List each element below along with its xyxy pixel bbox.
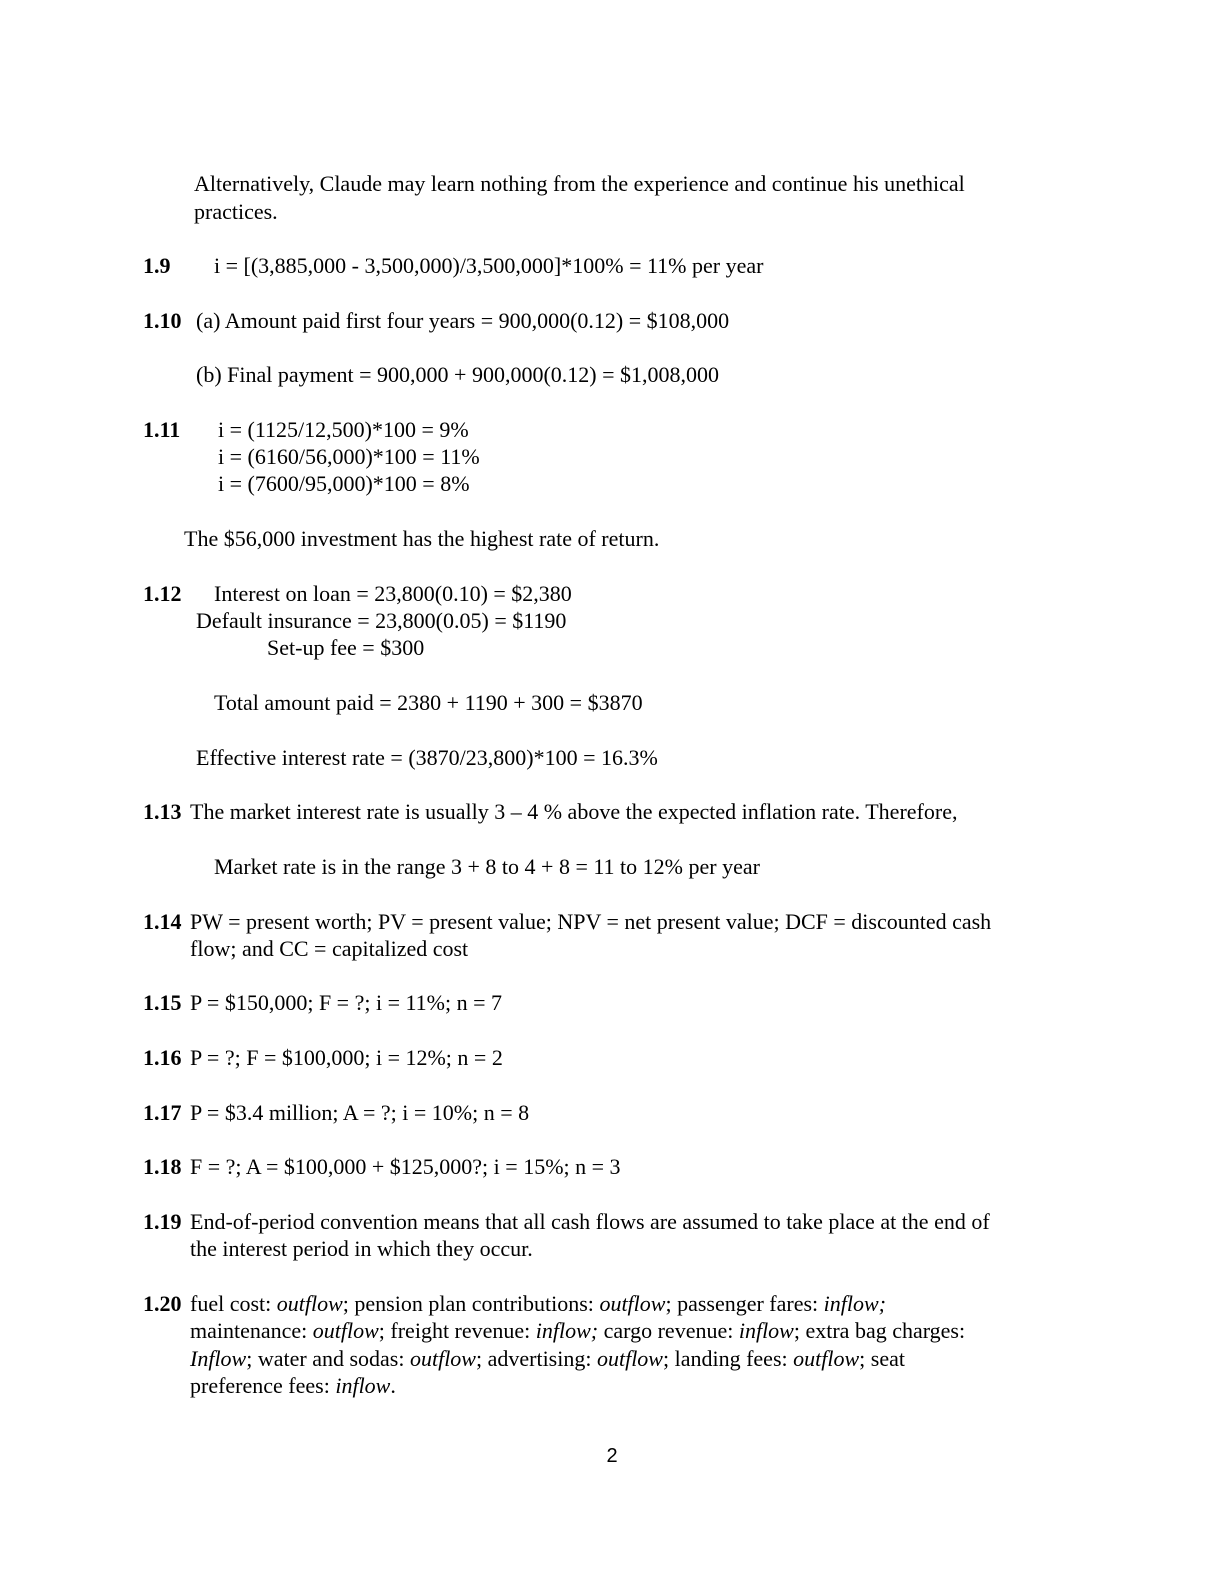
problem-1-13-range: Market rate is in the range 3 + 8 to 4 + 8 = 11 to 12% per year xyxy=(214,854,760,879)
problem-number-1-13: 1.13 xyxy=(143,799,182,824)
problem-1-12-interest: Interest on loan = 23,800(0.10) = $2,380 xyxy=(214,581,572,606)
text-run: ; passenger fares: xyxy=(665,1291,824,1316)
carryover-line-2: practices. xyxy=(194,199,278,224)
text-run: . xyxy=(390,1373,396,1398)
text-run: ; landing fees: xyxy=(662,1346,794,1371)
text-run: maintenance: xyxy=(190,1318,313,1343)
flow-type: outflow xyxy=(276,1291,343,1316)
problem-number-1-10: 1.10 xyxy=(143,308,182,333)
problem-1-9-text: i = [(3,885,000 - 3,500,000)/3,500,000]*100% = 11% per year xyxy=(214,253,764,278)
problem-1-14-line-2: flow; and CC = capitalized cost xyxy=(190,936,469,961)
flow-type: Inflow xyxy=(190,1346,247,1371)
problem-number-1-19: 1.19 xyxy=(143,1209,182,1234)
flow-type: outflow xyxy=(793,1346,860,1371)
problem-1-19-line-2: the interest period in which they occur. xyxy=(190,1236,533,1261)
text-run: ; water and sodas: xyxy=(246,1346,410,1371)
text-run: ; freight revenue: xyxy=(378,1318,536,1343)
flow-type: outflow xyxy=(409,1346,476,1371)
flow-type: outflow xyxy=(312,1318,379,1343)
problem-number-1-15: 1.15 xyxy=(143,990,182,1015)
problem-1-11-line-2: i = (6160/56,000)*100 = 11% xyxy=(218,444,480,469)
problem-1-18-text: F = ?; A = $100,000 + $125,000?; i = 15%; n = 3 xyxy=(190,1154,621,1179)
flow-type: inflow xyxy=(738,1318,794,1343)
text-run: ; pension plan contributions: xyxy=(342,1291,600,1316)
problem-1-10-part-a: (a) Amount paid first four years = 900,000(0.12) = $108,000 xyxy=(196,308,730,333)
problem-1-12-insurance: Default insurance = 23,800(0.05) = $1190 xyxy=(196,608,567,633)
problem-1-20-line-3 xyxy=(190,1345,905,1373)
text-run: ; extra bag charges: xyxy=(793,1318,966,1343)
text-run: ; advertising: xyxy=(475,1346,597,1371)
problem-number-1-18: 1.18 xyxy=(143,1154,182,1179)
flow-type: inflow; xyxy=(823,1291,887,1316)
text-run: cargo revenue: xyxy=(598,1318,739,1343)
text-run: preference fees: xyxy=(190,1373,336,1398)
problem-1-16-text: P = ?; F = $100,000; i = 12%; n = 2 xyxy=(190,1045,503,1070)
problem-number-1-11: 1.11 xyxy=(143,417,181,442)
problem-1-10-part-b: (b) Final payment = 900,000 + 900,000(0.12) = $1,008,000 xyxy=(196,362,720,387)
flow-type: outflow xyxy=(596,1346,663,1371)
problem-number-1-17: 1.17 xyxy=(143,1100,182,1125)
problem-number-1-20: 1.20 xyxy=(143,1291,182,1316)
problem-1-13-text: The market interest rate is usually 3 – 4 % above the expected inflation rate. Therefore, xyxy=(190,799,958,824)
problem-number-1-14: 1.14 xyxy=(143,909,182,934)
problem-1-11-line-1: i = (1125/12,500)*100 = 9% xyxy=(218,417,469,442)
flow-type: inflow; xyxy=(535,1318,599,1343)
text-run: ; seat xyxy=(859,1346,905,1371)
flow-type: outflow xyxy=(599,1291,666,1316)
problem-1-12-effective-rate: Effective interest rate = (3870/23,800)*100 = 16.3% xyxy=(196,745,658,770)
problem-1-11-line-3: i = (7600/95,000)*100 = 8% xyxy=(218,471,470,496)
problem-number-1-16: 1.16 xyxy=(143,1045,182,1070)
problem-1-20-line-4 xyxy=(190,1372,396,1400)
problem-1-14-line-1: PW = present worth; PV = present value; NPV = net present value; DCF = discounted cash xyxy=(190,909,992,934)
problem-1-17-text: P = $3.4 million; A = ?; i = 10%; n = 8 xyxy=(190,1100,530,1125)
problem-1-11-conclusion: The $56,000 investment has the highest rate of return. xyxy=(184,526,660,551)
flow-type: inflow xyxy=(335,1373,391,1398)
problem-1-15-text: P = $150,000; F = ?; i = 11%; n = 7 xyxy=(190,990,503,1015)
carryover-line-1: Alternatively, Claude may learn nothing from the experience and continue his unethical xyxy=(194,171,965,196)
problem-1-12-total: Total amount paid = 2380 + 1190 + 300 = $3870 xyxy=(214,690,643,715)
problem-1-12-setup-fee: Set-up fee = $300 xyxy=(267,635,425,660)
problem-1-20-line-2 xyxy=(190,1317,965,1345)
problem-1-19-line-1: End-of-period convention means that all cash flows are assumed to take place at the end of xyxy=(190,1209,990,1234)
problem-number-1-12: 1.12 xyxy=(143,581,182,606)
problem-number-1-9: 1.9 xyxy=(143,253,171,278)
page-number: 2 xyxy=(606,1445,618,1467)
text-run: fuel cost: xyxy=(190,1291,277,1316)
problem-1-20-line-1 xyxy=(190,1290,886,1318)
